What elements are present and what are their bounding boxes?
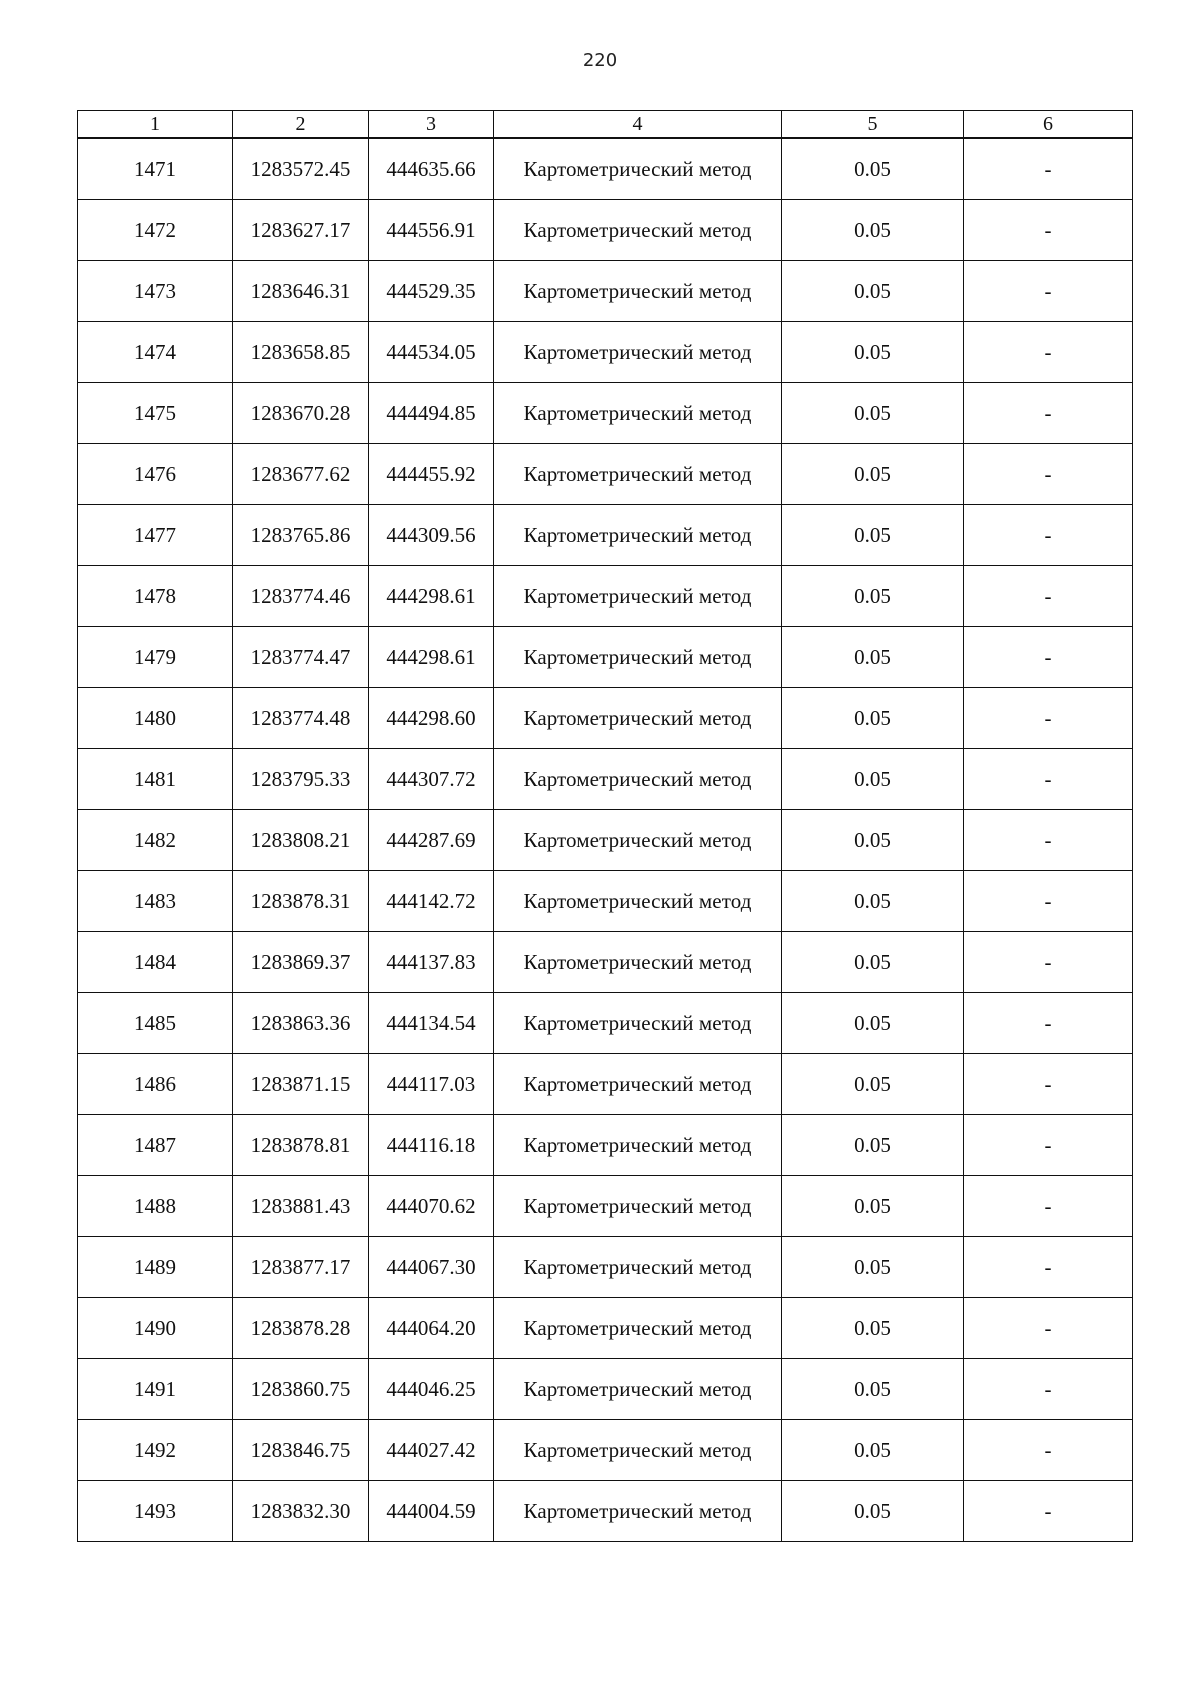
table-row xyxy=(78,261,1133,322)
point-number-cell: 1486 xyxy=(78,1054,233,1115)
y-coordinate-cell: 444070.62 xyxy=(369,1176,494,1237)
page-number: 220 xyxy=(582,50,618,71)
point-number-cell: 1484 xyxy=(78,932,233,993)
x-coordinate-cell: 1283808.21 xyxy=(233,810,369,871)
column-header: 3 xyxy=(369,111,494,139)
method-cell: Картометрический метод xyxy=(494,200,782,261)
x-coordinate-cell: 1283795.33 xyxy=(233,749,369,810)
accuracy-cell: 0.05 xyxy=(782,138,964,200)
y-coordinate-cell: 444635.66 xyxy=(369,138,494,200)
table-row xyxy=(78,322,1133,383)
accuracy-cell: 0.05 xyxy=(782,261,964,322)
point-number-cell: 1475 xyxy=(78,383,233,444)
column-header: 4 xyxy=(494,111,782,139)
y-coordinate-cell: 444298.60 xyxy=(369,688,494,749)
table-row xyxy=(78,505,1133,566)
note-cell: - xyxy=(964,261,1133,322)
method-cell: Картометрический метод xyxy=(494,627,782,688)
y-coordinate-cell: 444116.18 xyxy=(369,1115,494,1176)
x-coordinate-cell: 1283869.37 xyxy=(233,932,369,993)
note-cell: - xyxy=(964,383,1133,444)
note-cell: - xyxy=(964,1481,1133,1542)
y-coordinate-cell: 444309.56 xyxy=(369,505,494,566)
x-coordinate-cell: 1283658.85 xyxy=(233,322,369,383)
point-number-cell: 1483 xyxy=(78,871,233,932)
note-cell: - xyxy=(964,1176,1133,1237)
note-cell: - xyxy=(964,993,1133,1054)
accuracy-cell: 0.05 xyxy=(782,688,964,749)
y-coordinate-cell: 444117.03 xyxy=(369,1054,494,1115)
point-number-cell: 1478 xyxy=(78,566,233,627)
table-row xyxy=(78,1481,1133,1542)
point-number-cell: 1472 xyxy=(78,200,233,261)
point-number-cell: 1476 xyxy=(78,444,233,505)
point-number-cell: 1482 xyxy=(78,810,233,871)
table-row xyxy=(78,444,1133,505)
note-cell: - xyxy=(964,566,1133,627)
column-header: 2 xyxy=(233,111,369,139)
table-row xyxy=(78,627,1133,688)
accuracy-cell: 0.05 xyxy=(782,200,964,261)
header-row xyxy=(78,111,1133,139)
accuracy-cell: 0.05 xyxy=(782,932,964,993)
point-number-cell: 1488 xyxy=(78,1176,233,1237)
y-coordinate-cell: 444494.85 xyxy=(369,383,494,444)
accuracy-cell: 0.05 xyxy=(782,1359,964,1420)
y-coordinate-cell: 444455.92 xyxy=(369,444,494,505)
method-cell: Картометрический метод xyxy=(494,505,782,566)
method-cell: Картометрический метод xyxy=(494,1298,782,1359)
table-row xyxy=(78,993,1133,1054)
table-body xyxy=(78,138,1133,1542)
note-cell: - xyxy=(964,627,1133,688)
column-header: 6 xyxy=(964,111,1133,139)
x-coordinate-cell: 1283627.17 xyxy=(233,200,369,261)
x-coordinate-cell: 1283878.81 xyxy=(233,1115,369,1176)
note-cell: - xyxy=(964,444,1133,505)
point-number-cell: 1485 xyxy=(78,993,233,1054)
table-row xyxy=(78,1298,1133,1359)
point-number-cell: 1480 xyxy=(78,688,233,749)
note-cell: - xyxy=(964,810,1133,871)
table-row xyxy=(78,932,1133,993)
y-coordinate-cell: 444534.05 xyxy=(369,322,494,383)
note-cell: - xyxy=(964,932,1133,993)
y-coordinate-cell: 444529.35 xyxy=(369,261,494,322)
y-coordinate-cell: 444142.72 xyxy=(369,871,494,932)
accuracy-cell: 0.05 xyxy=(782,627,964,688)
x-coordinate-cell: 1283863.36 xyxy=(233,993,369,1054)
point-number-cell: 1474 xyxy=(78,322,233,383)
accuracy-cell: 0.05 xyxy=(782,1115,964,1176)
x-coordinate-cell: 1283646.31 xyxy=(233,261,369,322)
table-row xyxy=(78,1115,1133,1176)
table-row xyxy=(78,810,1133,871)
y-coordinate-cell: 444064.20 xyxy=(369,1298,494,1359)
point-number-cell: 1490 xyxy=(78,1298,233,1359)
y-coordinate-cell: 444067.30 xyxy=(369,1237,494,1298)
method-cell: Картометрический метод xyxy=(494,444,782,505)
x-coordinate-cell: 1283774.47 xyxy=(233,627,369,688)
accuracy-cell: 0.05 xyxy=(782,1176,964,1237)
point-number-cell: 1492 xyxy=(78,1420,233,1481)
y-coordinate-cell: 444556.91 xyxy=(369,200,494,261)
x-coordinate-cell: 1283860.75 xyxy=(233,1359,369,1420)
table-row xyxy=(78,688,1133,749)
table-row xyxy=(78,1176,1133,1237)
x-coordinate-cell: 1283881.43 xyxy=(233,1176,369,1237)
y-coordinate-cell: 444298.61 xyxy=(369,566,494,627)
method-cell: Картометрический метод xyxy=(494,1420,782,1481)
accuracy-cell: 0.05 xyxy=(782,1298,964,1359)
coordinates-table xyxy=(77,110,1133,1542)
note-cell: - xyxy=(964,1054,1133,1115)
x-coordinate-cell: 1283572.45 xyxy=(233,138,369,200)
accuracy-cell: 0.05 xyxy=(782,810,964,871)
note-cell: - xyxy=(964,1298,1133,1359)
point-number-cell: 1481 xyxy=(78,749,233,810)
method-cell: Картометрический метод xyxy=(494,1237,782,1298)
point-number-cell: 1493 xyxy=(78,1481,233,1542)
point-number-cell: 1471 xyxy=(78,138,233,200)
table-row xyxy=(78,138,1133,200)
x-coordinate-cell: 1283670.28 xyxy=(233,383,369,444)
x-coordinate-cell: 1283765.86 xyxy=(233,505,369,566)
x-coordinate-cell: 1283774.48 xyxy=(233,688,369,749)
table-row xyxy=(78,1054,1133,1115)
accuracy-cell: 0.05 xyxy=(782,993,964,1054)
accuracy-cell: 0.05 xyxy=(782,566,964,627)
method-cell: Картометрический метод xyxy=(494,261,782,322)
y-coordinate-cell: 444307.72 xyxy=(369,749,494,810)
point-number-cell: 1473 xyxy=(78,261,233,322)
note-cell: - xyxy=(964,871,1133,932)
note-cell: - xyxy=(964,138,1133,200)
y-coordinate-cell: 444027.42 xyxy=(369,1420,494,1481)
method-cell: Картометрический метод xyxy=(494,383,782,444)
note-cell: - xyxy=(964,1115,1133,1176)
table-row xyxy=(78,871,1133,932)
method-cell: Картометрический метод xyxy=(494,566,782,627)
x-coordinate-cell: 1283871.15 xyxy=(233,1054,369,1115)
method-cell: Картометрический метод xyxy=(494,993,782,1054)
x-coordinate-cell: 1283878.28 xyxy=(233,1298,369,1359)
note-cell: - xyxy=(964,749,1133,810)
point-number-cell: 1487 xyxy=(78,1115,233,1176)
note-cell: - xyxy=(964,688,1133,749)
accuracy-cell: 0.05 xyxy=(782,749,964,810)
y-coordinate-cell: 444046.25 xyxy=(369,1359,494,1420)
point-number-cell: 1477 xyxy=(78,505,233,566)
method-cell: Картометрический метод xyxy=(494,688,782,749)
x-coordinate-cell: 1283877.17 xyxy=(233,1237,369,1298)
accuracy-cell: 0.05 xyxy=(782,322,964,383)
y-coordinate-cell: 444004.59 xyxy=(369,1481,494,1542)
accuracy-cell: 0.05 xyxy=(782,383,964,444)
table-row xyxy=(78,1359,1133,1420)
table-row xyxy=(78,1237,1133,1298)
note-cell: - xyxy=(964,1359,1133,1420)
y-coordinate-cell: 444298.61 xyxy=(369,627,494,688)
table-row xyxy=(78,566,1133,627)
accuracy-cell: 0.05 xyxy=(782,1237,964,1298)
note-cell: - xyxy=(964,1237,1133,1298)
note-cell: - xyxy=(964,1420,1133,1481)
x-coordinate-cell: 1283832.30 xyxy=(233,1481,369,1542)
column-header: 1 xyxy=(78,111,233,139)
accuracy-cell: 0.05 xyxy=(782,1054,964,1115)
note-cell: - xyxy=(964,200,1133,261)
method-cell: Картометрический метод xyxy=(494,1054,782,1115)
x-coordinate-cell: 1283774.46 xyxy=(233,566,369,627)
method-cell: Картометрический метод xyxy=(494,138,782,200)
point-number-cell: 1489 xyxy=(78,1237,233,1298)
y-coordinate-cell: 444134.54 xyxy=(369,993,494,1054)
x-coordinate-cell: 1283878.31 xyxy=(233,871,369,932)
accuracy-cell: 0.05 xyxy=(782,871,964,932)
method-cell: Картометрический метод xyxy=(494,1359,782,1420)
column-header: 5 xyxy=(782,111,964,139)
method-cell: Картометрический метод xyxy=(494,749,782,810)
y-coordinate-cell: 444137.83 xyxy=(369,932,494,993)
x-coordinate-cell: 1283677.62 xyxy=(233,444,369,505)
table-row xyxy=(78,1420,1133,1481)
accuracy-cell: 0.05 xyxy=(782,444,964,505)
table-row xyxy=(78,383,1133,444)
accuracy-cell: 0.05 xyxy=(782,505,964,566)
method-cell: Картометрический метод xyxy=(494,871,782,932)
method-cell: Картометрический метод xyxy=(494,932,782,993)
method-cell: Картометрический метод xyxy=(494,1115,782,1176)
point-number-cell: 1479 xyxy=(78,627,233,688)
method-cell: Картометрический метод xyxy=(494,1481,782,1542)
point-number-cell: 1491 xyxy=(78,1359,233,1420)
y-coordinate-cell: 444287.69 xyxy=(369,810,494,871)
table-header xyxy=(78,111,1133,139)
note-cell: - xyxy=(964,505,1133,566)
accuracy-cell: 0.05 xyxy=(782,1481,964,1542)
x-coordinate-cell: 1283846.75 xyxy=(233,1420,369,1481)
table-row xyxy=(78,749,1133,810)
method-cell: Картометрический метод xyxy=(494,1176,782,1237)
method-cell: Картометрический метод xyxy=(494,810,782,871)
accuracy-cell: 0.05 xyxy=(782,1420,964,1481)
table-row xyxy=(78,200,1133,261)
note-cell: - xyxy=(964,322,1133,383)
method-cell: Картометрический метод xyxy=(494,322,782,383)
